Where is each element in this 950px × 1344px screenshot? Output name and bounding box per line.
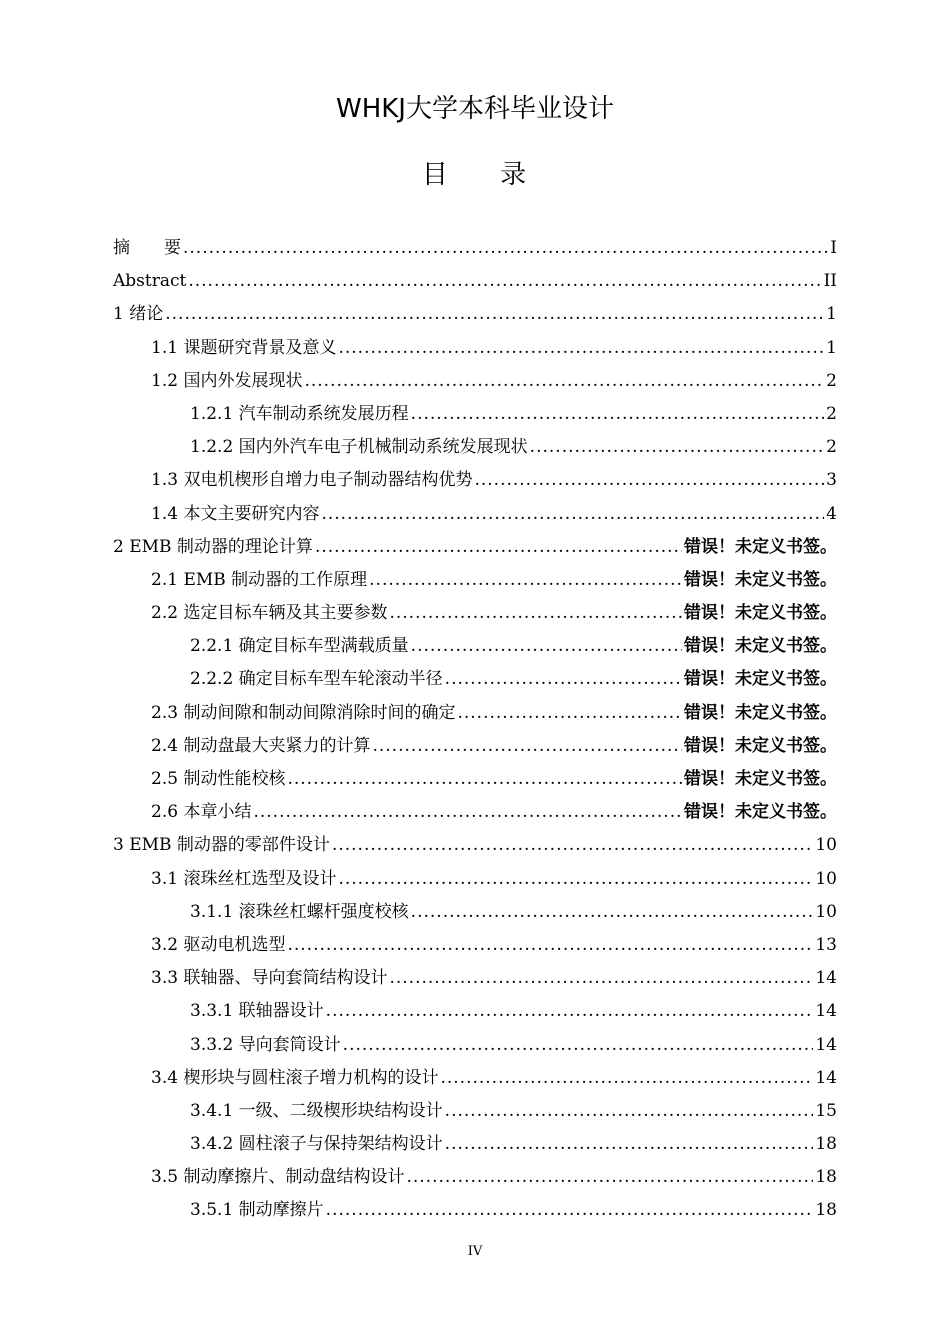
toc-entry-page: 18 [815, 1167, 837, 1188]
toc-dot-leader [304, 365, 824, 398]
table-of-contents [113, 232, 837, 1228]
toc-entry-page: 14 [815, 1001, 837, 1022]
toc-dot-leader [338, 332, 824, 365]
toc-entry[interactable] [113, 730, 837, 763]
toc-entry-page: 2 [826, 403, 837, 424]
toc-entry-label: 2.6 本章小结 [151, 802, 252, 823]
toc-entry-page: 10 [815, 901, 837, 922]
toc-dot-leader [287, 763, 682, 796]
toc-dot-leader [326, 995, 814, 1028]
toc-dot-leader [411, 630, 682, 663]
toc-entry[interactable] [113, 962, 837, 995]
toc-entry-label: 3.5 制动摩擦片、制动盘结构设计 [151, 1167, 405, 1188]
toc-entry-label: 2.3 制动间隙和制动间隙消除时间的确定 [151, 702, 456, 723]
toc-entry[interactable] [113, 763, 837, 796]
toc-entry-page: 18 [815, 1134, 837, 1155]
toc-entry-label: 3.4 楔形块与圆柱滚子增力机构的设计 [151, 1067, 439, 1088]
toc-entry-page: 2 [826, 370, 837, 391]
toc-dot-leader [315, 531, 682, 564]
toc-entry-page: 1 [826, 304, 837, 325]
toc-dot-leader [369, 564, 682, 597]
toc-entry-error: 错误！未定义书签。 [684, 769, 837, 789]
toc-entry-error: 错误！未定义书签。 [684, 802, 837, 823]
toc-dot-leader [440, 1062, 813, 1095]
toc-dot-leader [372, 730, 682, 763]
toc-entry[interactable] [113, 829, 837, 862]
toc-dot-leader [287, 929, 813, 962]
toc-entry-label: 3 EMB 制动器的零部件设计 [113, 835, 330, 856]
toc-entry[interactable] [113, 398, 837, 431]
toc-dot-leader [188, 265, 821, 298]
toc-title: 目 录 [421, 160, 549, 190]
toc-dot-leader [343, 1029, 814, 1062]
toc-entry-page: 3 [826, 470, 837, 491]
toc-entry-label: 1.1 课题研究背景及意义 [151, 337, 337, 358]
toc-entry[interactable] [113, 1128, 837, 1161]
toc-entry[interactable] [113, 498, 837, 531]
toc-dot-leader [445, 1128, 814, 1161]
toc-dot-leader [411, 398, 825, 431]
toc-entry-page: 10 [815, 835, 837, 856]
toc-dot-leader [389, 962, 813, 995]
toc-entry-label: Abstract [113, 271, 187, 292]
toc-entry-label: 2.2 选定目标车辆及其主要参数 [151, 603, 388, 624]
toc-entry-page: 15 [815, 1100, 837, 1121]
toc-entry[interactable] [113, 1194, 837, 1227]
toc-dot-leader [326, 1194, 814, 1227]
toc-entry-label: 1.2.1 汽车制动系统发展历程 [190, 403, 409, 424]
toc-entry-label: 3.1.1 滚珠丝杠螺杆强度校核 [190, 901, 409, 922]
toc-entry-label: 1 绪论 [113, 304, 164, 325]
toc-entry[interactable] [113, 365, 837, 398]
toc-entry-page: 4 [826, 503, 837, 524]
toc-entry-page: II [823, 271, 837, 292]
toc-entry[interactable] [113, 863, 837, 896]
toc-dot-leader [253, 796, 682, 829]
toc-dot-leader [183, 232, 828, 265]
toc-dot-leader [445, 1095, 814, 1128]
toc-entry[interactable] [113, 630, 837, 663]
toc-entry[interactable] [113, 929, 837, 962]
toc-dot-leader [445, 663, 682, 696]
toc-entry-label: 1.3 双电机楔形自增力电子制动器结构优势 [151, 470, 473, 491]
toc-entry-label: 2.1 EMB 制动器的工作原理 [151, 569, 368, 590]
toc-entry[interactable] [113, 431, 837, 464]
toc-entry-label: 1.2.2 国内外汽车电子机械制动系统发展现状 [190, 437, 528, 458]
toc-entry[interactable] [113, 1062, 837, 1095]
toc-entry-label: 1.4 本文主要研究内容 [151, 503, 320, 524]
toc-entry-label: 2.5 制动性能校核 [151, 769, 286, 789]
toc-entry[interactable] [113, 265, 837, 298]
toc-entry[interactable] [113, 697, 837, 730]
toc-entry-error: 错误！未定义书签。 [684, 702, 837, 723]
toc-dot-leader [389, 597, 682, 630]
toc-entry[interactable] [113, 564, 837, 597]
toc-dot-leader [457, 697, 682, 730]
toc-entry[interactable] [113, 896, 837, 929]
toc-entry-label: 3.2 驱动电机选型 [151, 934, 286, 955]
toc-dot-leader [406, 1161, 813, 1194]
toc-entry-label: 3.1 滚珠丝杠选型及设计 [151, 868, 337, 889]
toc-entry[interactable] [113, 464, 837, 497]
toc-entry-error: 错误！未定义书签。 [684, 536, 837, 557]
document-header: WHKJ大学本科毕业设计 [336, 94, 614, 124]
toc-entry-label: 2 EMB 制动器的理论计算 [113, 536, 313, 557]
toc-dot-leader [530, 431, 825, 464]
toc-entry-label: 1.2 国内外发展现状 [151, 370, 303, 391]
toc-entry-error: 错误！未定义书签。 [684, 603, 837, 624]
toc-entry-page: 14 [815, 1034, 837, 1055]
toc-entry-label: 2.2.1 确定目标车型满载质量 [190, 636, 409, 657]
toc-entry-label: 3.3.1 联轴器设计 [190, 1001, 324, 1022]
toc-entry-label: 2.4 制动盘最大夹紧力的计算 [151, 735, 371, 756]
toc-entry[interactable] [113, 332, 837, 365]
toc-dot-leader [411, 896, 814, 929]
toc-entry-page: 18 [815, 1200, 837, 1221]
toc-entry-label: 3.5.1 制动摩擦片 [190, 1200, 324, 1221]
toc-entry[interactable] [113, 1161, 837, 1194]
toc-entry[interactable] [113, 663, 837, 696]
page-number: IV [467, 1244, 483, 1259]
toc-entry[interactable] [113, 1095, 837, 1128]
toc-dot-leader [338, 863, 813, 896]
toc-entry-page: 14 [815, 968, 837, 989]
toc-entry[interactable] [113, 995, 837, 1028]
toc-dot-leader [332, 829, 813, 862]
toc-entry-page: 2 [826, 437, 837, 458]
toc-entry[interactable] [113, 597, 837, 630]
toc-entry-page: 1 [826, 337, 837, 358]
toc-entry-error: 错误！未定义书签。 [684, 569, 837, 590]
toc-entry-label: 3.3 联轴器、导向套筒结构设计 [151, 968, 388, 989]
toc-dot-leader [165, 298, 824, 331]
toc-entry[interactable] [113, 232, 837, 265]
toc-entry-error: 错误！未定义书签。 [684, 636, 837, 657]
toc-entry-error: 错误！未定义书签。 [684, 669, 837, 690]
toc-entry-page: 13 [815, 934, 837, 955]
toc-entry-page: 10 [815, 868, 837, 889]
toc-entry[interactable] [113, 1029, 837, 1062]
toc-entry-page: I [830, 238, 837, 258]
toc-entry-page: 14 [815, 1067, 837, 1088]
toc-entry-label: 摘 要 [113, 238, 181, 258]
toc-dot-leader [474, 464, 824, 497]
toc-entry-error: 错误！未定义书签。 [684, 735, 837, 756]
toc-entry[interactable] [113, 531, 837, 564]
toc-entry-label: 3.3.2 导向套筒设计 [190, 1034, 341, 1055]
toc-dot-leader [321, 498, 824, 531]
toc-entry-label: 3.4.1 一级、二级楔形块结构设计 [190, 1100, 443, 1121]
toc-entry[interactable] [113, 796, 837, 829]
toc-entry-label: 3.4.2 圆柱滚子与保持架结构设计 [190, 1134, 443, 1155]
toc-entry-label: 2.2.2 确定目标车型车轮滚动半径 [190, 669, 443, 690]
toc-entry[interactable] [113, 298, 837, 331]
